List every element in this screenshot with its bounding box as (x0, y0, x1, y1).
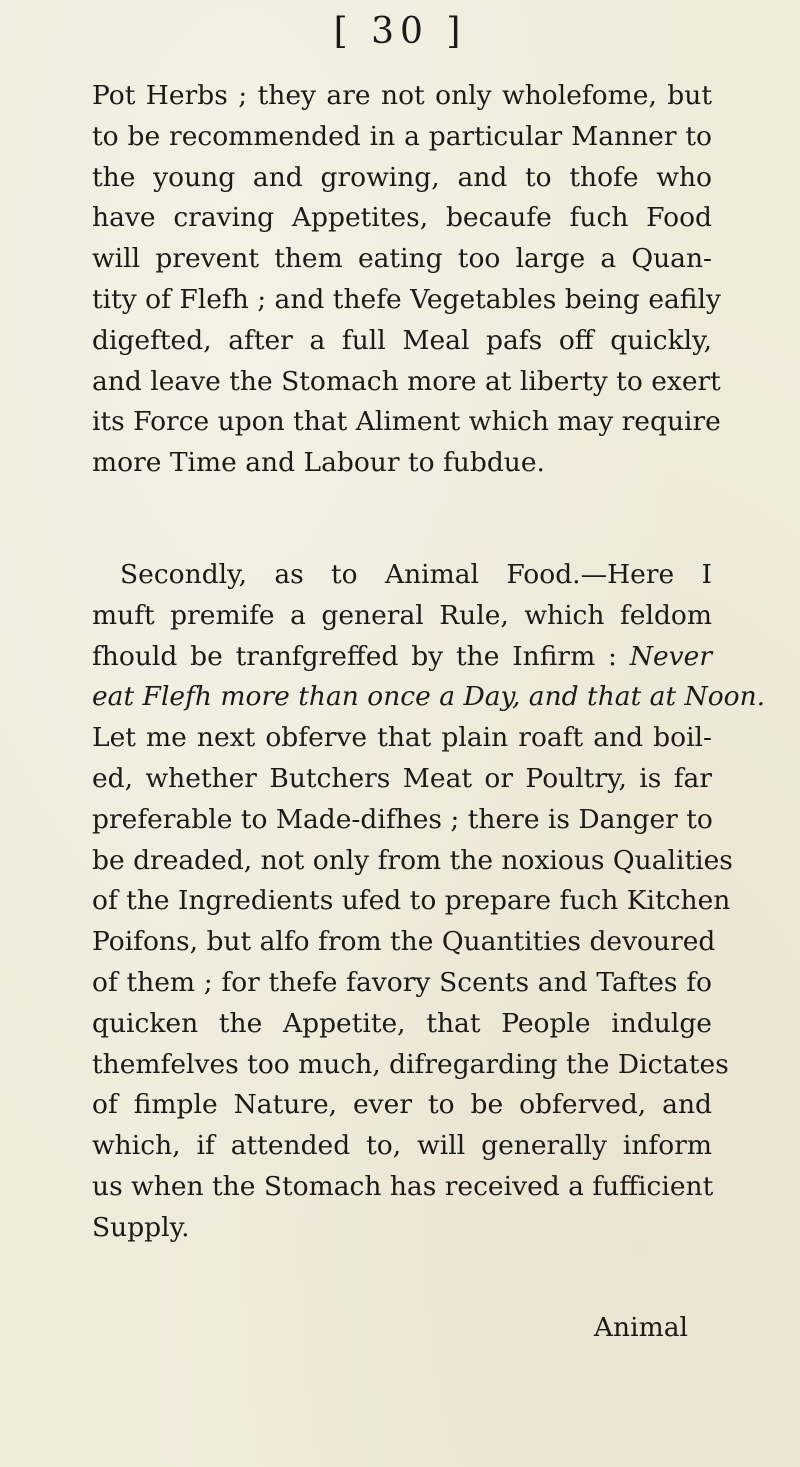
text-line: be dreaded, not only from the noxious Qualities (92, 844, 733, 876)
text-line: more Time and Labour to fubdue. (92, 447, 545, 479)
text-line: and leave the Stomach more at liberty to exert (92, 365, 721, 397)
text-line: Secondly, as to Animal Food.—Here I (120, 559, 712, 590)
catchword: Animal (593, 1312, 688, 1343)
text-line: the young and growing, and to thofe who (92, 161, 712, 193)
italic-rule-text: eat Flefh more than once a Day, and that at Noon. (92, 681, 766, 713)
text-line: Pot Herbs ; they are not only wholefome, but (92, 80, 712, 111)
italic-rule-text: Never (629, 640, 712, 672)
text-line: us when the Stomach has received a fufficient (92, 1170, 714, 1202)
text-line: Let me next obferve that plain roaft and boil- (92, 722, 712, 754)
paragraph-pot-herbs (92, 76, 721, 484)
text-line (92, 637, 712, 678)
text-line: muft premife a general Rule, which feldom (92, 599, 712, 631)
text-line: have craving Appetites, becaufe fuch Food (92, 202, 712, 234)
text-line: themfelves too much, difregarding the Dictates (92, 1048, 729, 1080)
text-line: tity of Flefh ; and thefe Vegetables being eafily (92, 283, 721, 315)
text-line: quicken the Appetite, that People indulge (92, 1007, 712, 1039)
text-line: Supply. (92, 1211, 190, 1243)
text-segment: fhould be tranfgreffed by the Infirm : (92, 640, 617, 672)
text-line: of fimple Nature, ever to be obferved, and (92, 1089, 712, 1121)
text-line: of the Ingredients ufed to prepare fuch Kitchen (92, 885, 731, 917)
text-line: which, if attended to, will generally inform (92, 1130, 712, 1162)
text-line: its Force upon that Aliment which may require (92, 406, 721, 438)
text-line: to be recommended in a particular Manner to (92, 120, 712, 152)
text-line: Poifons, but alfo from the Quantities devoured (92, 926, 716, 958)
text-line: digefted, after a full Meal pafs off quickly, (92, 324, 712, 356)
text-line: ed, whether Butchers Meat or Poultry, is far (92, 762, 712, 794)
text-line: will prevent them eating too large a Quan- (92, 243, 712, 275)
text-line: preferable to Made-difhes ; there is Danger to (92, 803, 713, 835)
paragraph-animal-food (92, 555, 766, 1249)
text-line: of them ; for thefe favory Scents and Taftes fo (92, 966, 712, 998)
page-number-header: [ 30 ] (333, 11, 467, 52)
